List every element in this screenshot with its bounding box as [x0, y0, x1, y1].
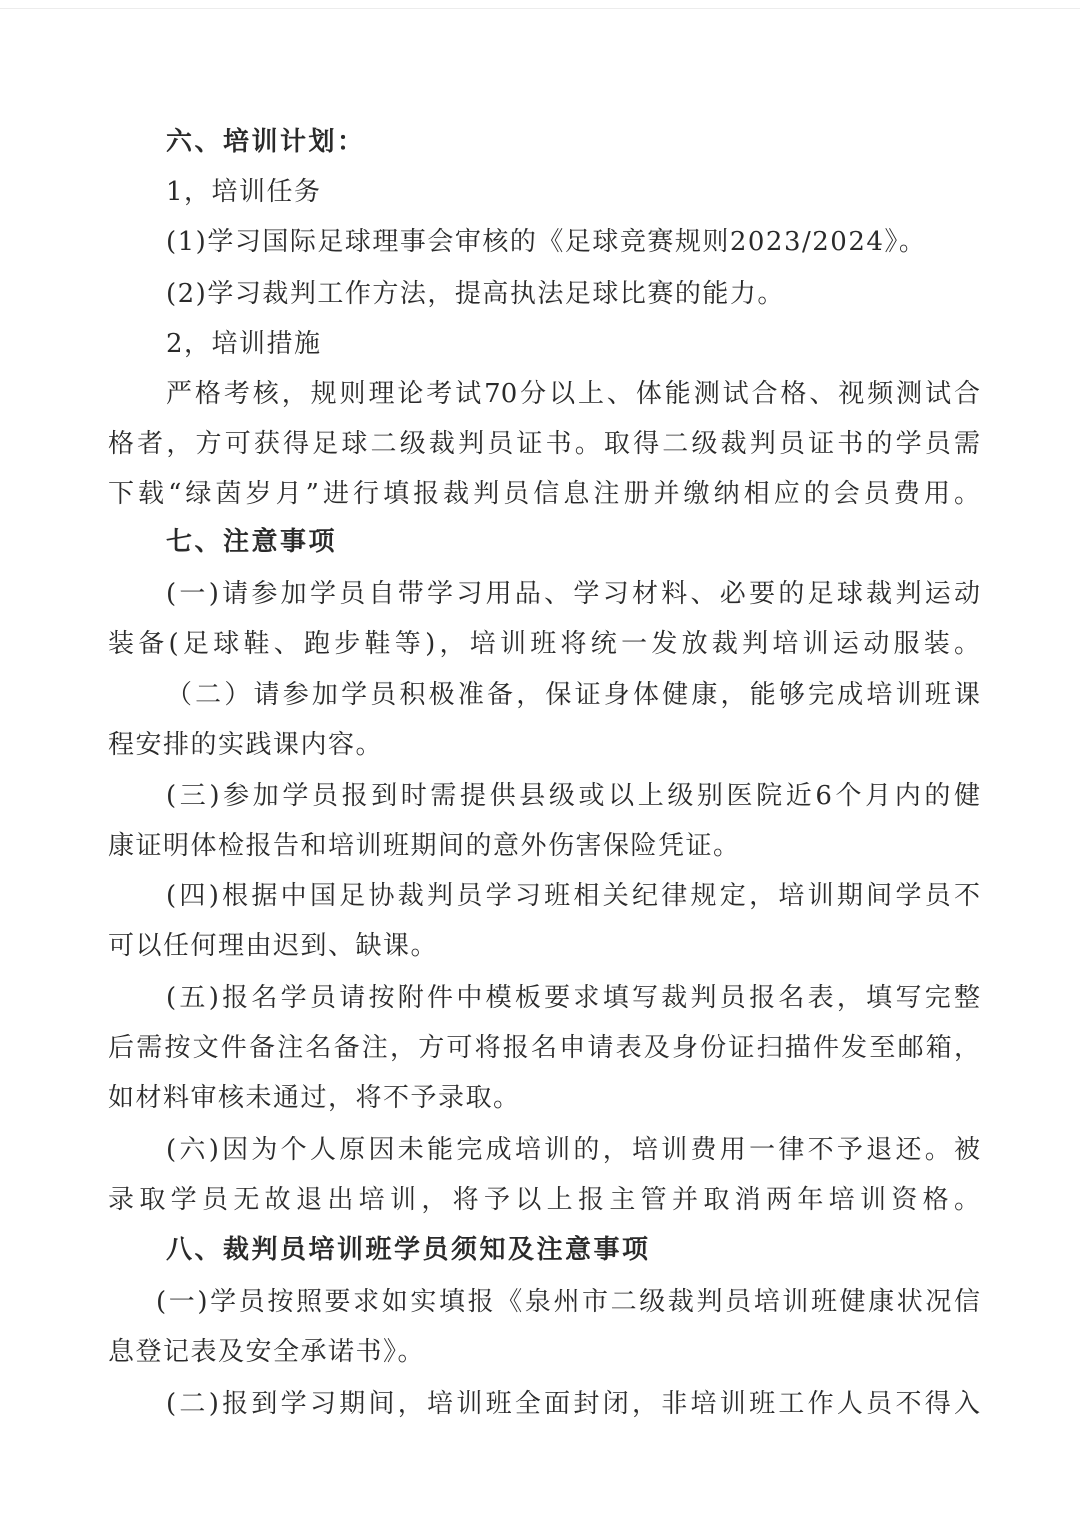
paragraph-line: 录取学员无故退出培训，将予以上报主管并取消两年培训资格。: [108, 1185, 980, 1215]
paragraph-line: 后需按文件备注名备注，方可将报名申请表及身份证扫描件发至邮箱，: [108, 1033, 980, 1063]
section-heading-training-plan: 六、培训计划：: [166, 127, 366, 157]
section-heading-notes: 七、注意事项: [166, 527, 338, 557]
paragraph-line: (一)请参加学员自带学习用品、学习材料、必要的足球裁判运动: [166, 579, 980, 609]
subheading-training-measures: 2，培训措施: [166, 329, 322, 359]
paragraph-line: (四)根据中国足协裁判员学习班相关纪律规定，培训期间学员不: [166, 881, 980, 911]
paragraph-line: 息登记表及安全承诺书》。: [108, 1337, 426, 1367]
paragraph-line: 康证明体检报告和培训班期间的意外伤害保险凭证。: [108, 831, 741, 861]
task-item-2: (2)学习裁判工作方法，提高执法足球比赛的能力。: [166, 279, 785, 309]
paragraph-line: 程安排的实践课内容。: [108, 730, 384, 760]
paragraph-line: (二)报到学习期间，培训班全面封闭，非培训班工作人员不得入: [166, 1389, 980, 1419]
page-top-edge: [0, 8, 1080, 9]
section-heading-trainee-notice: 八、裁判员培训班学员须知及注意事项: [166, 1235, 651, 1265]
paragraph-line: (六)因为个人原因未能完成培训的，培训费用一律不予退还。被: [166, 1135, 980, 1165]
paragraph-line: (三)参加学员报到时需提供县级或以上级别医院近6个月内的健: [166, 781, 980, 811]
paragraph-line: 下载“绿茵岁月”进行填报裁判员信息注册并缴纳相应的会员费用。: [108, 479, 980, 509]
paragraph-line: 如材料审核未通过，将不予录取。: [108, 1083, 521, 1113]
subheading-training-tasks: 1，培训任务: [166, 177, 322, 207]
paragraph-line: (五)报名学员请按附件中模板要求填写裁判员报名表，填写完整: [166, 983, 980, 1013]
paragraph-line: 格者，方可获得足球二级裁判员证书。取得二级裁判员证书的学员需: [108, 429, 980, 459]
paragraph-line: 装备(足球鞋、跑步鞋等)，培训班将统一发放裁判培训运动服装。: [108, 629, 980, 659]
paragraph-line: 可以任何理由迟到、缺课。: [108, 931, 439, 961]
paragraph-line: 严格考核，规则理论考试70分以上、体能测试合格、视频测试合: [166, 379, 980, 409]
paragraph-line: （二）请参加学员积极准备，保证身体健康，能够完成培训班课: [166, 680, 980, 710]
paragraph-line: (一)学员按照要求如实填报《泉州市二级裁判员培训班健康状况信: [156, 1287, 980, 1317]
task-item-1: (1)学习国际足球理事会审核的《足球竞赛规则2023/2024》。: [166, 227, 927, 257]
